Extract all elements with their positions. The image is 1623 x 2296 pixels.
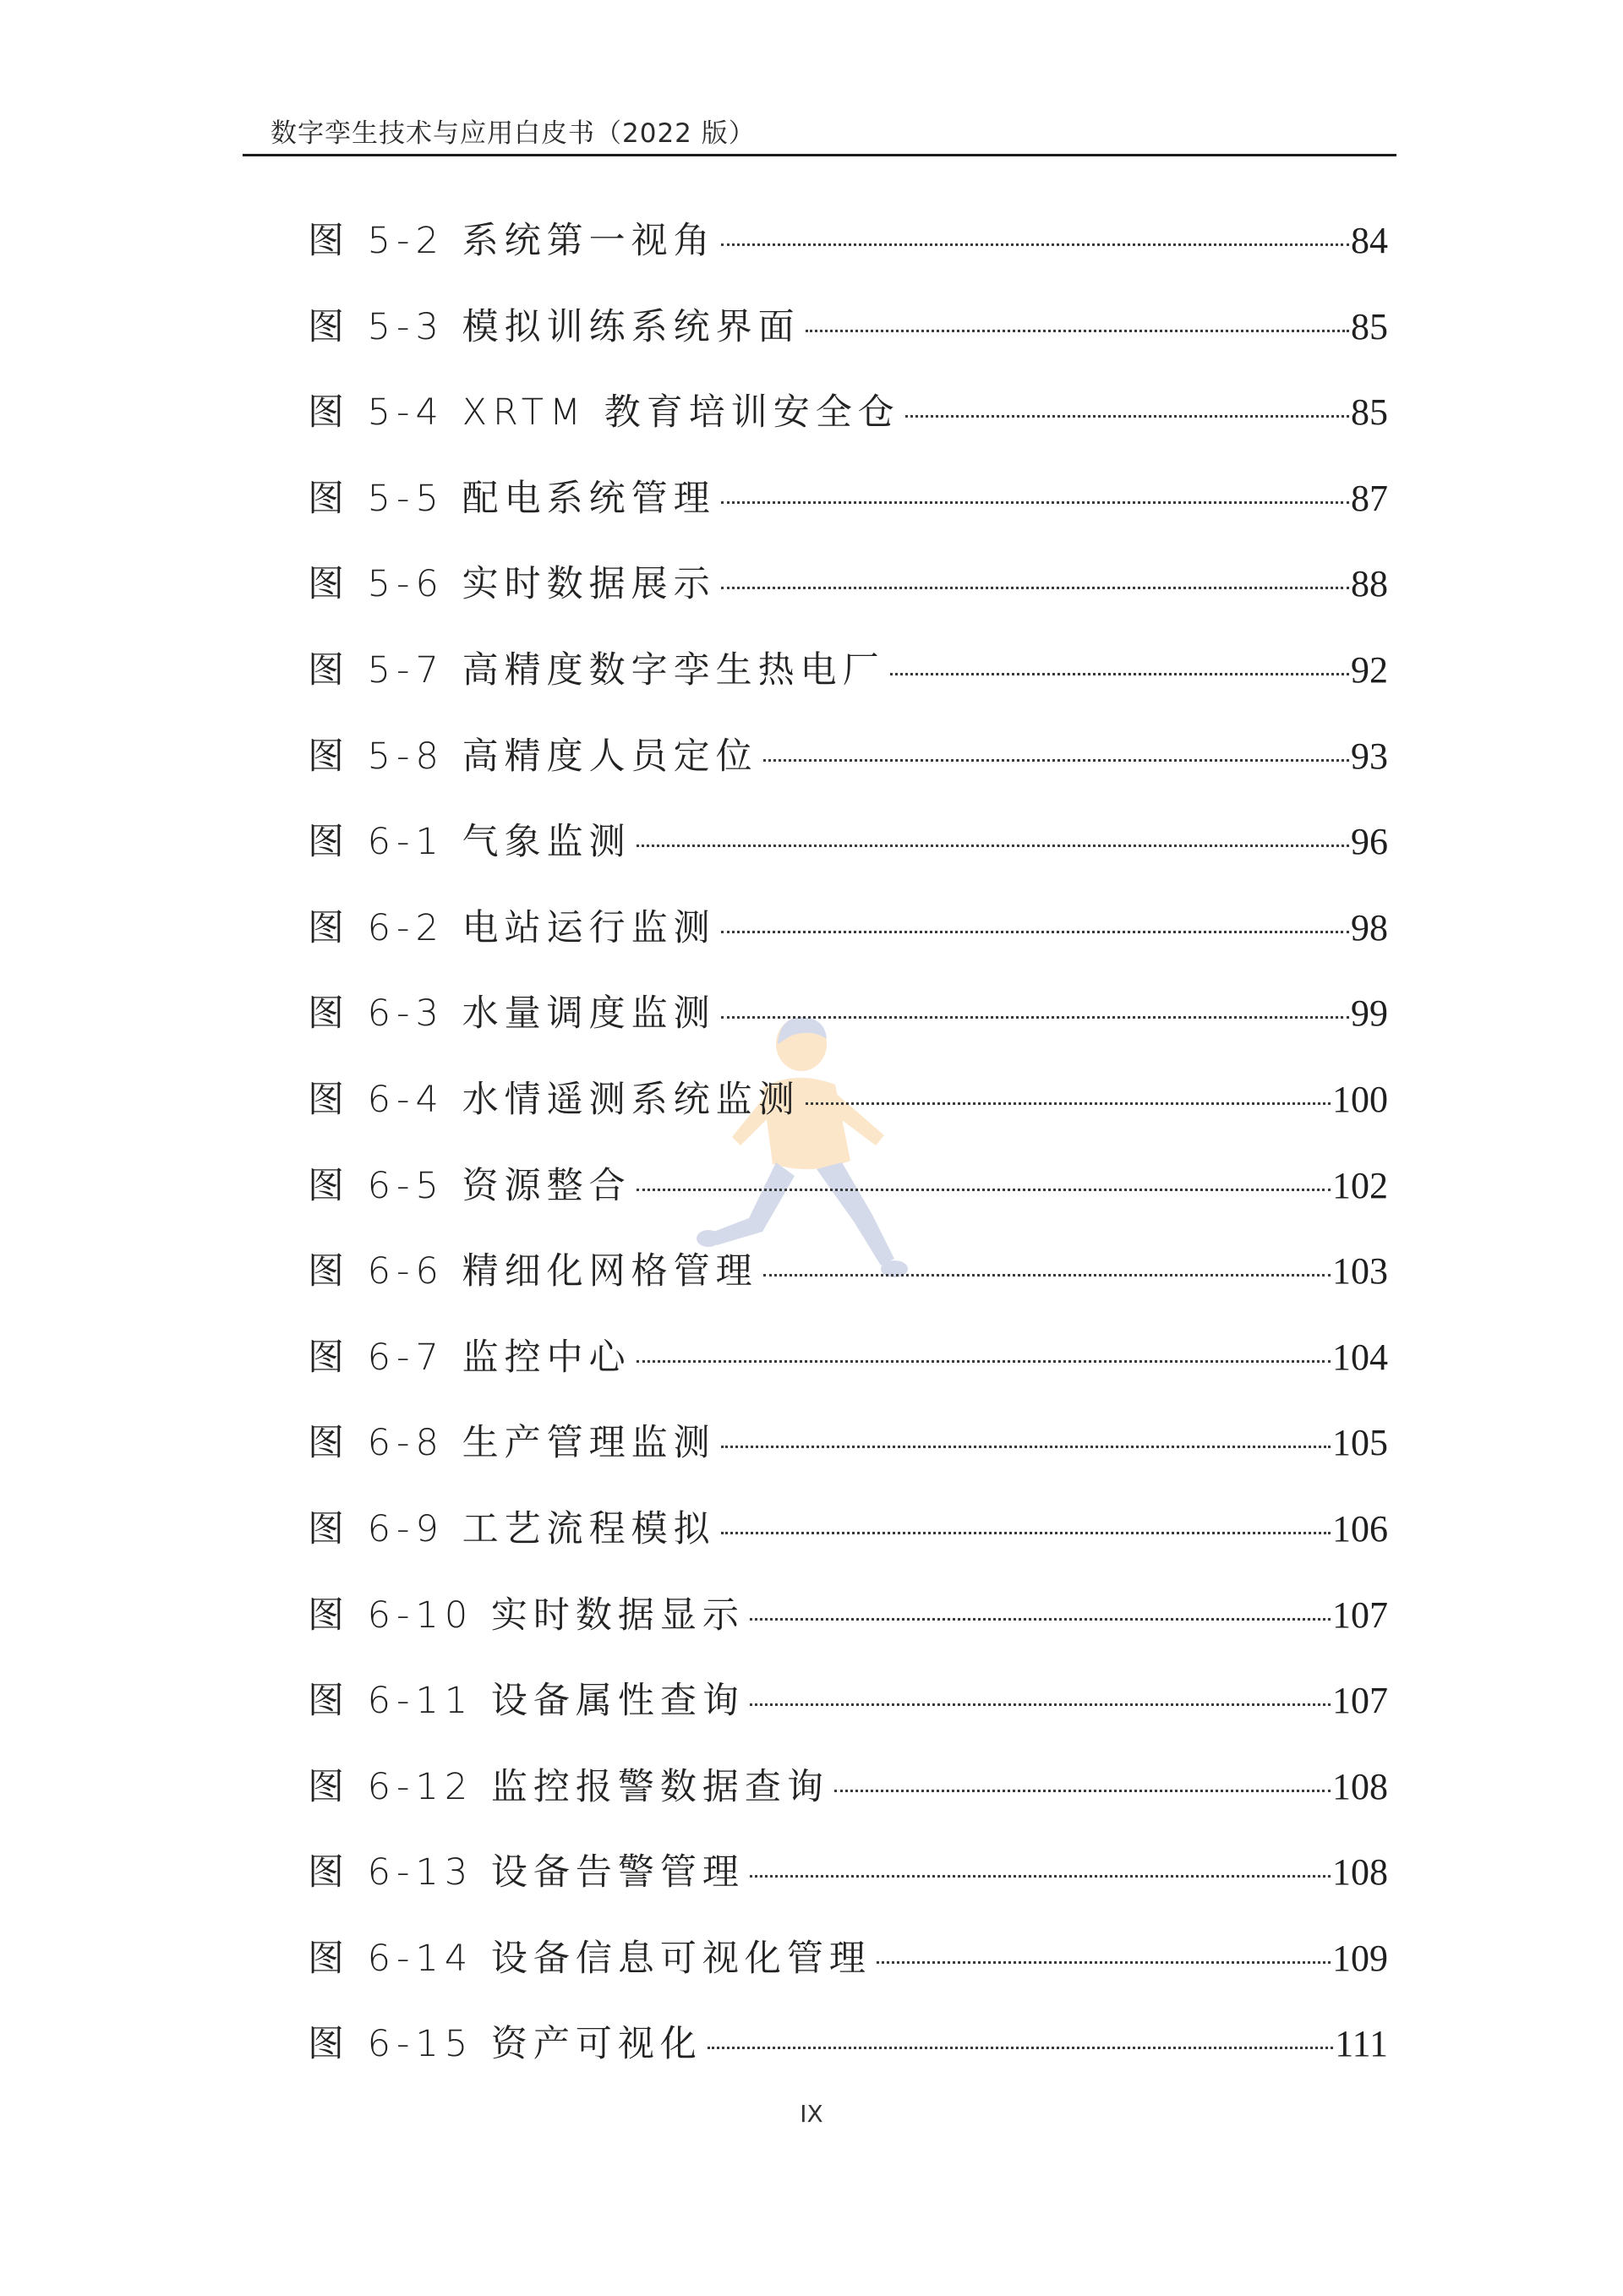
toc-entry-title: 图 6-3 水量调度监测 [308,992,716,1036]
toc-entry-title: 图 6-7 监控中心 [308,1336,631,1379]
toc-entry[interactable] [308,986,1388,1072]
toc-entry-page-number: 109 [1332,1937,1388,1979]
toc-entry-page-number: 100 [1332,1078,1388,1120]
running-header: 数字孪生技术与应用白皮书（2022 版） [270,118,756,149]
dot-leader [721,1446,1331,1448]
toc-entry-page-number: 98 [1351,906,1388,948]
dot-leader [721,1532,1331,1534]
dot-leader [806,330,1349,332]
toc-entry[interactable] [308,1845,1388,1931]
toc-entry[interactable] [308,2016,1388,2102]
toc-entry[interactable] [308,299,1388,385]
toc-entry-page-number: 111 [1335,2023,1388,2065]
toc-entry-title: 图 6-12 监控报警数据查询 [308,1765,829,1808]
dot-leader [721,501,1349,504]
toc-entry-title: 图 5-4 XRTM 教育培训安全仓 [308,391,900,435]
toc-entry-title: 图 6-2 电站运行监测 [308,906,716,949]
toc-entry-page-number: 102 [1332,1164,1388,1206]
toc-entry-page-number: 103 [1332,1250,1388,1293]
toc-entry-page-number: 92 [1351,648,1388,691]
toc-entry[interactable] [308,1759,1388,1845]
toc-entry-title: 图 5-7 高精度数字孪生热电厂 [308,648,885,692]
toc-entry-title: 图 5-8 高精度人员定位 [308,735,758,778]
toc-entry[interactable] [308,213,1388,299]
dot-leader [763,1274,1331,1276]
dot-leader [905,415,1349,418]
toc-entry-page-number: 85 [1351,305,1388,347]
toc-entry-page-number: 107 [1332,1680,1388,1722]
toc-entry[interactable] [308,729,1388,815]
toc-entry-title: 图 6-5 资源整合 [308,1164,631,1207]
toc-entry-page-number: 84 [1351,220,1388,261]
toc-entry[interactable] [308,385,1388,471]
toc-entry-title: 图 6-1 气象监测 [308,821,631,864]
toc-entry-page-number: 88 [1351,563,1388,605]
toc-entry[interactable] [308,1931,1388,2017]
toc-entry-page-number: 108 [1332,1765,1388,1807]
toc-entry-title: 图 5-5 配电系统管理 [308,477,716,520]
toc-entry-page-number: 107 [1332,1594,1388,1636]
toc-entry-page-number: 87 [1351,477,1388,519]
toc-entry[interactable] [308,1673,1388,1759]
dot-leader [721,1016,1349,1019]
page-number: IX [800,2100,823,2128]
toc-entry[interactable] [308,1330,1388,1416]
header-rule [243,154,1396,156]
toc-entry-page-number: 93 [1351,735,1388,777]
toc-entry-page-number: 108 [1332,1851,1388,1894]
toc-entry-title: 图 6-8 生产管理监测 [308,1422,716,1465]
toc-entry[interactable] [308,814,1388,900]
dot-leader [637,845,1349,847]
toc-entry[interactable] [308,556,1388,642]
toc-entry-title: 图 5-6 实时数据展示 [308,563,716,606]
dot-leader [877,1961,1331,1964]
dot-leader [834,1790,1331,1792]
toc-entry-title: 图 5-2 系统第一视角 [308,220,716,262]
toc-entry[interactable] [308,642,1388,729]
toc-entry[interactable] [308,1072,1388,1158]
dot-leader [750,1703,1331,1706]
toc-entry-page-number: 104 [1332,1336,1388,1378]
dot-leader [750,1875,1331,1878]
figure-list [308,213,1388,2102]
toc-entry[interactable] [308,900,1388,987]
dot-leader [721,587,1349,589]
toc-entry-page-number: 85 [1351,391,1388,434]
dot-leader [637,1189,1331,1191]
toc-entry-title: 图 6-13 设备告警管理 [308,1851,745,1894]
toc-entry-page-number: 105 [1332,1422,1388,1464]
toc-entry-page-number: 99 [1351,992,1388,1035]
toc-entry[interactable] [308,1415,1388,1501]
dot-leader [721,243,1349,246]
toc-entry[interactable] [308,1244,1388,1330]
toc-entry[interactable] [308,1501,1388,1588]
toc-entry-title: 图 6-15 资产可视化 [308,2023,702,2066]
toc-entry-title: 图 6-14 设备信息可视化管理 [308,1937,872,1980]
dot-leader [806,1102,1331,1105]
toc-entry-page-number: 106 [1332,1507,1388,1550]
toc-entry[interactable] [308,471,1388,557]
toc-entry-title: 图 6-6 精细化网格管理 [308,1250,758,1293]
dot-leader [637,1360,1331,1363]
toc-entry[interactable] [308,1588,1388,1674]
toc-entry-title: 图 6-10 实时数据显示 [308,1594,745,1637]
toc-entry-title: 图 6-4 水情遥测系统监测 [308,1078,801,1121]
toc-entry[interactable] [308,1158,1388,1244]
toc-entry-title: 图 6-11 设备属性查询 [308,1680,745,1723]
dot-leader [708,2047,1333,2049]
dot-leader [890,673,1349,675]
dot-leader [763,759,1349,762]
dot-leader [721,931,1349,933]
toc-entry-title: 图 5-3 模拟训练系统界面 [308,305,801,348]
toc-entry-title: 图 6-9 工艺流程模拟 [308,1507,716,1550]
toc-entry-page-number: 96 [1351,821,1388,863]
dot-leader [750,1618,1331,1621]
